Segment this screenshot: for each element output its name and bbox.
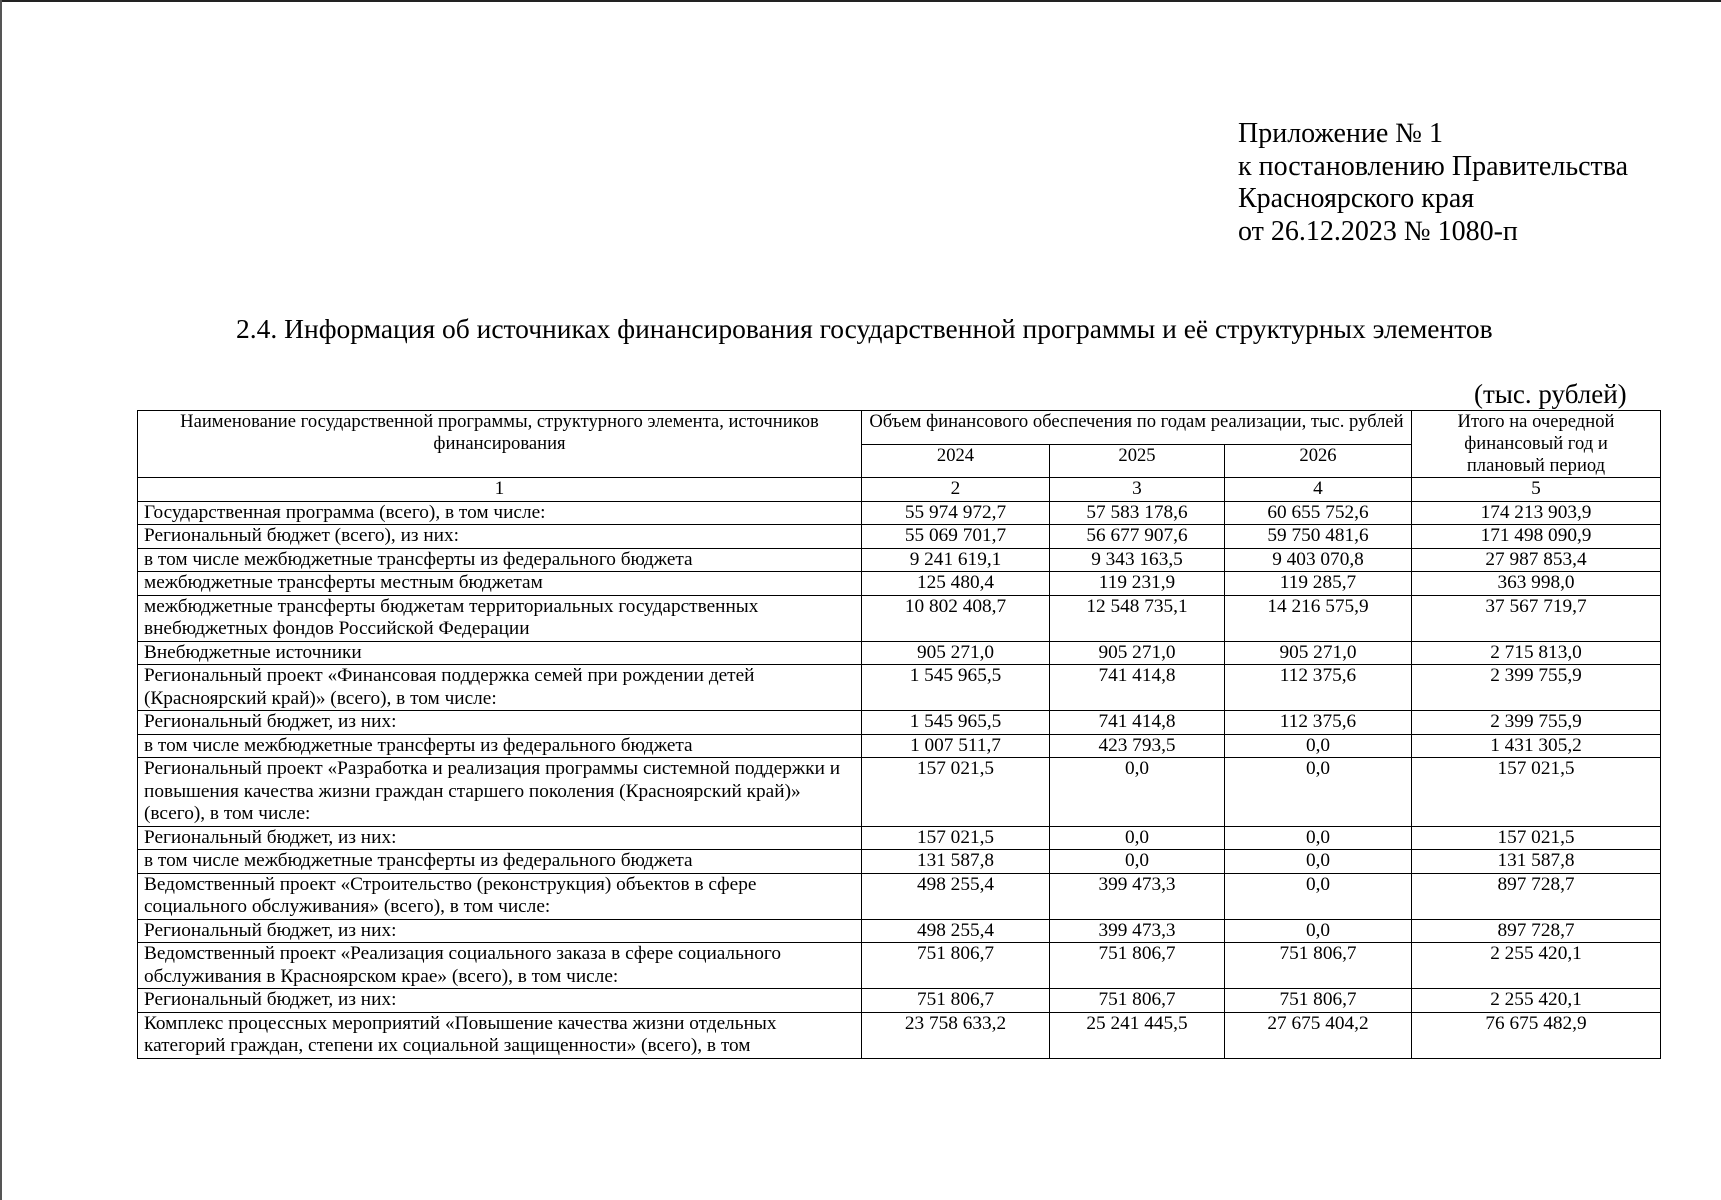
row-2025-cell: 741 414,8	[1050, 711, 1225, 735]
row-2025-cell: 399 473,3	[1050, 873, 1225, 919]
header-year-2026: 2026	[1225, 444, 1412, 478]
row-2025-cell: 0,0	[1050, 826, 1225, 850]
row-2024-cell: 157 021,5	[862, 758, 1050, 827]
row-name-cell: межбюджетные трансферты бюджетам территориальных государственных внебюджетных фондов Российской Федерации	[138, 595, 862, 641]
header-name-cell: Наименование государственной программы, структурного элемента, источников финансирования	[138, 411, 862, 478]
row-2026-cell: 59 750 481,6	[1225, 525, 1412, 549]
col-number-1: 1	[138, 478, 862, 502]
table-row	[138, 525, 1661, 549]
row-2025-cell: 741 414,8	[1050, 665, 1225, 711]
row-2026-cell: 112 375,6	[1225, 711, 1412, 735]
table-row	[138, 734, 1661, 758]
table-row	[138, 989, 1661, 1013]
row-2024-cell: 9 241 619,1	[862, 548, 1050, 572]
row-2026-cell: 751 806,7	[1225, 989, 1412, 1013]
row-name-cell: Региональный проект «Разработка и реализация программы системной поддержки и повышения качества жизни граждан старшего поколения (Красноярский край)» (всего), в том числе:	[138, 758, 862, 827]
row-2024-cell: 131 587,8	[862, 850, 1050, 874]
row-2026-cell: 905 271,0	[1225, 641, 1412, 665]
row-name-cell: Ведомственный проект «Реализация социального заказа в сфере социального обслуживания в Красноярском крае» (всего), в том числе:	[138, 943, 862, 989]
row-total-cell: 76 675 482,9	[1412, 1012, 1661, 1058]
col-number-2: 2	[862, 478, 1050, 502]
table-row	[138, 501, 1661, 525]
row-2024-cell: 1 545 965,5	[862, 665, 1050, 711]
row-2026-cell: 751 806,7	[1225, 943, 1412, 989]
row-2025-cell: 119 231,9	[1050, 572, 1225, 596]
row-total-cell: 37 567 719,7	[1412, 595, 1661, 641]
appendix-line-3: Красноярского края	[1238, 183, 1475, 214]
col-number-4: 4	[1225, 478, 1412, 502]
row-2024-cell: 1 545 965,5	[862, 711, 1050, 735]
col-number-5: 5	[1412, 478, 1661, 502]
row-name-cell: Региональный бюджет, из них:	[138, 826, 862, 850]
row-2025-cell: 56 677 907,6	[1050, 525, 1225, 549]
row-2026-cell: 0,0	[1225, 826, 1412, 850]
row-name-cell: Региональный бюджет, из них:	[138, 711, 862, 735]
row-total-cell: 174 213 903,9	[1412, 501, 1661, 525]
row-name-cell: Комплекс процессных мероприятий «Повышение качества жизни отдельных категорий граждан, степени их социальной защищенности» (всего), в том	[138, 1012, 862, 1058]
col-number-3: 3	[1050, 478, 1225, 502]
row-2026-cell: 0,0	[1225, 850, 1412, 874]
table-row	[138, 595, 1661, 641]
row-name-cell: Региональный проект «Финансовая поддержка семей при рождении детей (Красноярский край)» (всего), в том числе:	[138, 665, 862, 711]
appendix-line-1: Приложение № 1	[1238, 118, 1443, 149]
row-2024-cell: 157 021,5	[862, 826, 1050, 850]
table-row	[138, 711, 1661, 735]
row-2025-cell: 12 548 735,1	[1050, 595, 1225, 641]
row-2024-cell: 751 806,7	[862, 943, 1050, 989]
table-row	[138, 943, 1661, 989]
appendix-line-2: к постановлению Правительства	[1238, 150, 1629, 182]
row-2024-cell: 905 271,0	[862, 641, 1050, 665]
row-2025-cell: 0,0	[1050, 758, 1225, 827]
row-total-cell: 2 399 755,9	[1412, 665, 1661, 711]
row-total-cell: 897 728,7	[1412, 919, 1661, 943]
row-2025-cell: 9 343 163,5	[1050, 548, 1225, 572]
row-2025-cell: 423 793,5	[1050, 734, 1225, 758]
units-note: (тыс. рублей)	[1474, 379, 1627, 409]
row-total-cell: 897 728,7	[1412, 873, 1661, 919]
row-2026-cell: 0,0	[1225, 758, 1412, 827]
row-2024-cell: 751 806,7	[862, 989, 1050, 1013]
table-row	[138, 548, 1661, 572]
row-2024-cell: 498 255,4	[862, 919, 1050, 943]
table-row	[138, 826, 1661, 850]
table-row	[138, 873, 1661, 919]
appendix-stamp	[1238, 118, 1678, 248]
row-name-cell: Внебюджетные источники	[138, 641, 862, 665]
row-total-cell: 363 998,0	[1412, 572, 1661, 596]
row-name-cell: Региональный бюджет (всего), из них:	[138, 525, 862, 549]
row-2026-cell: 60 655 752,6	[1225, 501, 1412, 525]
row-2026-cell: 27 675 404,2	[1225, 1012, 1412, 1058]
header-year-2024: 2024	[862, 444, 1050, 478]
row-name-cell: Ведомственный проект «Строительство (реконструкция) объектов в сфере социального обслуживания» (всего), в том числе:	[138, 873, 862, 919]
row-2024-cell: 55 069 701,7	[862, 525, 1050, 549]
table-row	[138, 1012, 1661, 1058]
row-total-cell: 171 498 090,9	[1412, 525, 1661, 549]
row-total-cell: 2 255 420,1	[1412, 943, 1661, 989]
row-2026-cell: 0,0	[1225, 919, 1412, 943]
row-2024-cell: 1 007 511,7	[862, 734, 1050, 758]
row-2024-cell: 125 480,4	[862, 572, 1050, 596]
row-name-cell: Региональный бюджет, из них:	[138, 989, 862, 1013]
row-name-cell: Государственная программа (всего), в том числе:	[138, 501, 862, 525]
table-row	[138, 758, 1661, 827]
row-name-cell: в том числе межбюджетные трансферты из федерального бюджета	[138, 548, 862, 572]
row-total-cell: 2 255 420,1	[1412, 989, 1661, 1013]
header-year-2025: 2025	[1050, 444, 1225, 478]
row-2024-cell: 498 255,4	[862, 873, 1050, 919]
row-name-cell: Региональный бюджет, из них:	[138, 919, 862, 943]
row-2026-cell: 9 403 070,8	[1225, 548, 1412, 572]
header-total-cell: Итого на очередной финансовый год и плановый период	[1412, 411, 1661, 478]
table-header-row	[138, 411, 1661, 445]
row-2026-cell: 14 216 575,9	[1225, 595, 1412, 641]
header-volume-cell: Объем финансового обеспечения по годам реализации, тыс. рублей	[862, 411, 1412, 445]
section-title: 2.4. Информация об источниках финансирования государственной программы и её структурных элементов	[236, 313, 1493, 344]
table-row	[138, 665, 1661, 711]
row-2025-cell: 25 241 445,5	[1050, 1012, 1225, 1058]
row-total-cell: 131 587,8	[1412, 850, 1661, 874]
row-name-cell: межбюджетные трансферты местным бюджетам	[138, 572, 862, 596]
row-total-cell: 157 021,5	[1412, 758, 1661, 827]
table-row	[138, 641, 1661, 665]
row-2025-cell: 751 806,7	[1050, 989, 1225, 1013]
row-2026-cell: 112 375,6	[1225, 665, 1412, 711]
row-2024-cell: 55 974 972,7	[862, 501, 1050, 525]
table-row	[138, 572, 1661, 596]
row-total-cell: 27 987 853,4	[1412, 548, 1661, 572]
scan-top-edge	[0, 0, 1721, 2]
row-total-cell: 2 715 813,0	[1412, 641, 1661, 665]
row-2025-cell: 751 806,7	[1050, 943, 1225, 989]
row-total-cell: 157 021,5	[1412, 826, 1661, 850]
table-row	[138, 850, 1661, 874]
row-2026-cell: 0,0	[1225, 734, 1412, 758]
row-name-cell: в том числе межбюджетные трансферты из федерального бюджета	[138, 734, 862, 758]
table-row	[138, 919, 1661, 943]
row-2026-cell: 119 285,7	[1225, 572, 1412, 596]
row-2024-cell: 23 758 633,2	[862, 1012, 1050, 1058]
row-2025-cell: 0,0	[1050, 850, 1225, 874]
scan-left-edge	[0, 0, 2, 1200]
financing-table	[137, 410, 1661, 1059]
appendix-line-4: от 26.12.2023 № 1080-п	[1238, 215, 1518, 247]
row-total-cell: 1 431 305,2	[1412, 734, 1661, 758]
row-2025-cell: 399 473,3	[1050, 919, 1225, 943]
row-2026-cell: 0,0	[1225, 873, 1412, 919]
row-2024-cell: 10 802 408,7	[862, 595, 1050, 641]
table-column-numbers-row	[138, 478, 1661, 502]
row-2025-cell: 57 583 178,6	[1050, 501, 1225, 525]
row-name-cell: в том числе межбюджетные трансферты из федерального бюджета	[138, 850, 862, 874]
row-total-cell: 2 399 755,9	[1412, 711, 1661, 735]
row-2025-cell: 905 271,0	[1050, 641, 1225, 665]
